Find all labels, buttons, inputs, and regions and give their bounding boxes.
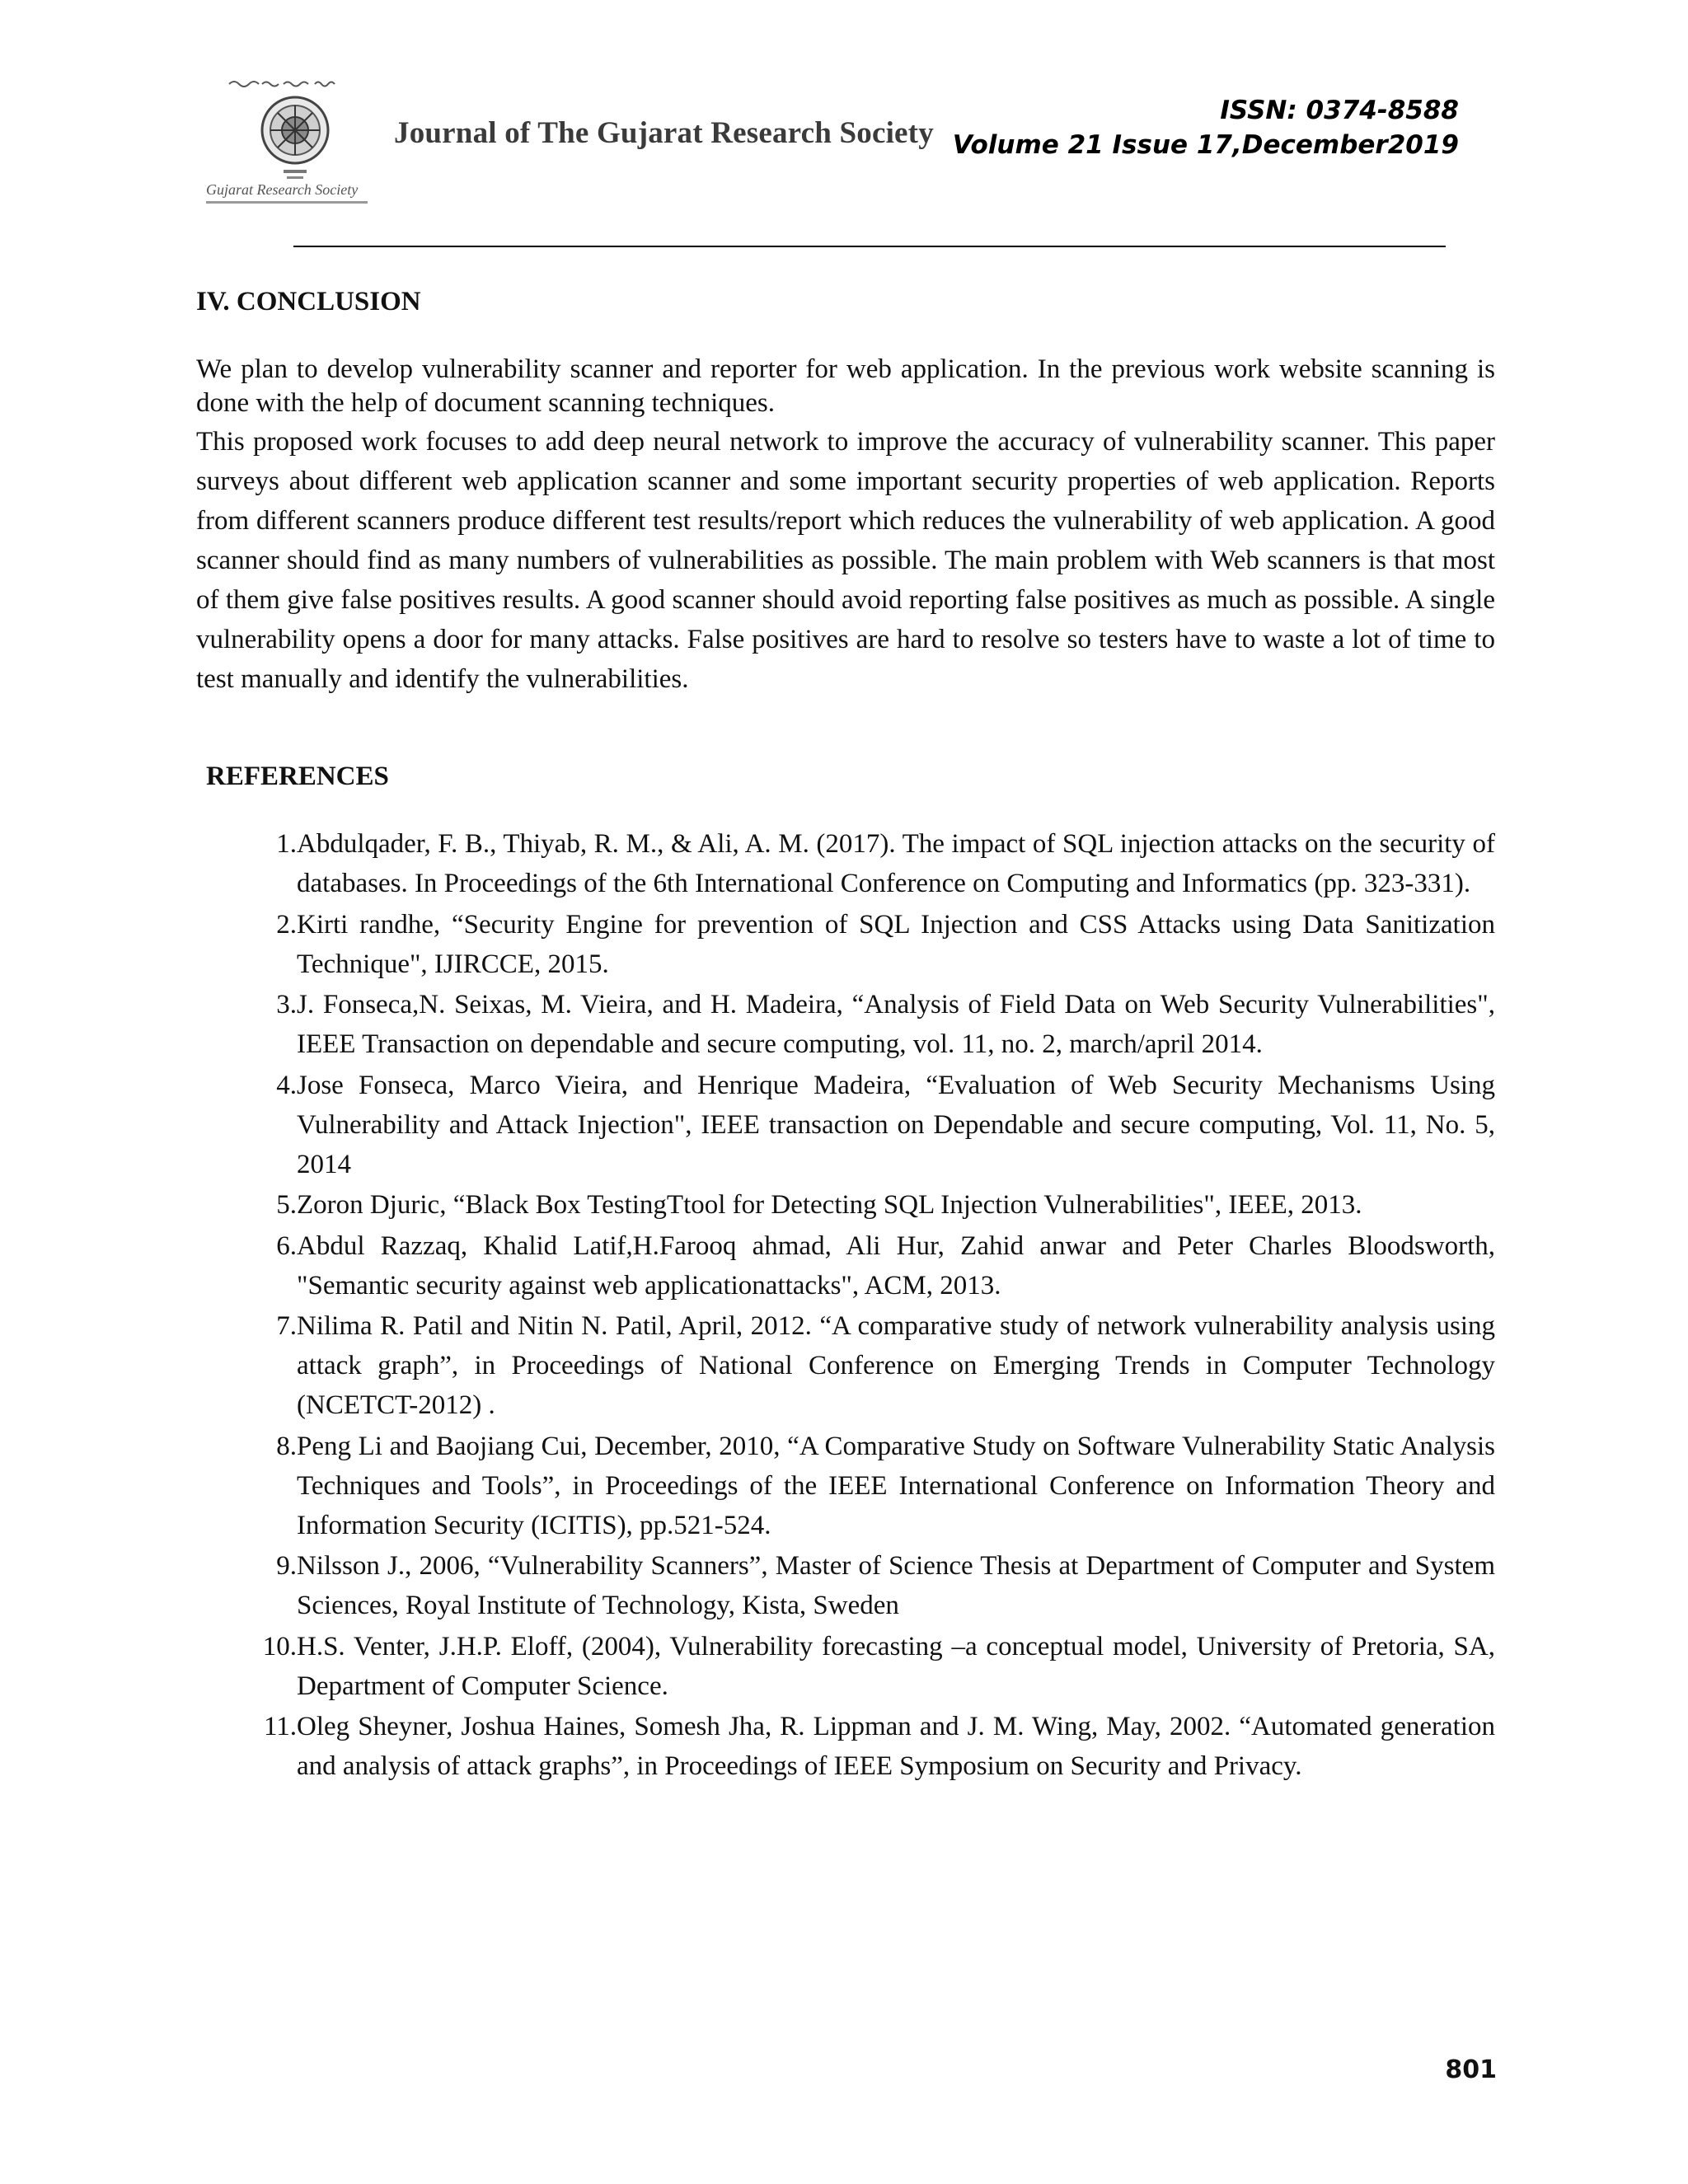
reference-text: Peng Li and Baojiang Cui, December, 2010, “A Comparative Study on Software Vulnerability Static Analysis Techniques and Tools”, in Proceedings of the IEEE International Conference on Information Theory and Information Security (ICITIS), pp.521-524. — [297, 1431, 1495, 1540]
reference-number: 10. — [262, 1631, 297, 1661]
reference-text: Abdulqader, F. B., Thiyab, R. M., & Ali, A. M. (2017). The impact of SQL injection attacks on the security of databases. In Proceedings of the 6th International Conference on Computing and Informatics (pp. 323-331). — [297, 829, 1495, 898]
reference-text: H.S. Venter, J.H.P. Eloff, (2004), Vulnerability forecasting –a conceptual model, University of Pretoria, SA, Department of Computer Science. — [297, 1631, 1495, 1701]
conclusion-paragraph-2: This proposed work focuses to add deep neural network to improve the accuracy of vulnerability scanner. This paper surveys about different web application scanner and some important security properties of web application. Reports from different scanners produce different test results/report which reduces the vulnerability of web application. A good scanner should find as many numbers of vulnerabilities as possible. The main problem with Web scanners is that most of them give false positives results. A good scanner should avoid reporting false positives as much as possible. A single vulnerability opens a door for many attacks. False positives are hard to resolve so testers have to waste a lot of time to test manually and identify the vulnerabilities. — [196, 427, 1495, 694]
reference-item — [241, 1427, 1495, 1545]
reference-item — [241, 985, 1495, 1064]
reference-item — [241, 1226, 1495, 1305]
reference-number: 1. — [276, 829, 297, 859]
journal-title: Journal of The Gujarat Research Society — [394, 116, 934, 150]
reference-text: J. Fonseca,N. Seixas, M. Vieira, and H. Madeira, “Analysis of Field Data on Web Security Vulnerabilities", IEEE Transaction on dependable and secure computing, vol. 11, no. 2, march/april 2014. — [297, 990, 1495, 1059]
reference-text: Nilima R. Patil and Nitin N. Patil, April, 2012. “A comparative study of network vulnerability analysis using attack graph”, in Proceedings of National Conference on Emerging Trends in Computer Technology (NCETCT-2012) . — [297, 1311, 1495, 1420]
references-heading: REFERENCES — [206, 762, 389, 791]
reference-number: 4. — [276, 1070, 297, 1100]
conclusion-heading: IV. CONCLUSION — [196, 287, 421, 316]
reference-number: 7. — [276, 1311, 297, 1341]
page-number: 801 — [1445, 2055, 1497, 2084]
reference-text: Nilsson J., 2006, “Vulnerability Scanners”, Master of Science Thesis at Department of Computer and System Sciences, Royal Institute of Technology, Kista, Sweden — [297, 1551, 1495, 1620]
reference-item — [241, 905, 1495, 984]
reference-number: 2. — [276, 909, 297, 940]
reference-item — [241, 1546, 1495, 1625]
reference-number: 11. — [263, 1712, 297, 1741]
reference-text: Jose Fonseca, Marco Vieira, and Henrique Madeira, “Evaluation of Web Security Mechanisms Using Vulnerability and Attack Injection", IEEE transaction on Dependable and secure computing, Vol. 11, No. 5, 2014 — [297, 1070, 1495, 1179]
reference-item — [241, 1627, 1495, 1706]
header-divider — [293, 246, 1446, 247]
reference-number: 8. — [276, 1431, 297, 1461]
reference-text: Zoron Djuric, “Black Box TestingTtool for Detecting SQL Injection Vulnerabilities", IEEE, 2013. — [297, 1190, 1362, 1220]
references-list — [241, 824, 1495, 1788]
volume-issue: Volume 21 Issue 17,December2019 — [952, 130, 1459, 160]
reference-text: Kirti randhe, “Security Engine for prevention of SQL Injection and CSS Attacks using Data Sanitization Technique", IJIRCCE, 2015. — [297, 909, 1495, 979]
society-seal-icon — [204, 73, 402, 214]
reference-number: 9. — [276, 1551, 297, 1581]
reference-text: Oleg Sheyner, Joshua Haines, Somesh Jha, R. Lippman and J. M. Wing, May, 2002. “Automated generation and analysis of attack graphs”, in Proceedings of IEEE Symposium on Security and Privacy. — [297, 1712, 1495, 1781]
reference-item — [241, 1066, 1495, 1184]
issn: ISSN: 0374-8588 — [1220, 96, 1459, 125]
conclusion-paragraph-1: We plan to develop vulnerability scanner and reporter for web application. In the previous work website scanning is done with the help of document scanning techniques. — [196, 354, 1495, 418]
reference-text: Abdul Razzaq, Khalid Latif,H.Farooq ahmad, Ali Hur, Zahid anwar and Peter Charles Bloodsworth, "Semantic security against web applicationattacks", ACM, 2013. — [297, 1230, 1495, 1301]
journal-logo — [204, 73, 402, 214]
reference-item — [241, 1707, 1495, 1786]
svg-text:Gujarat Research Society: Gujarat Research Society — [206, 181, 359, 198]
reference-item — [241, 1306, 1495, 1425]
reference-item — [241, 1185, 1495, 1225]
reference-item — [241, 824, 1495, 903]
reference-number: 5. — [276, 1190, 297, 1220]
reference-number: 6. — [276, 1230, 297, 1261]
reference-number: 3. — [276, 990, 297, 1019]
